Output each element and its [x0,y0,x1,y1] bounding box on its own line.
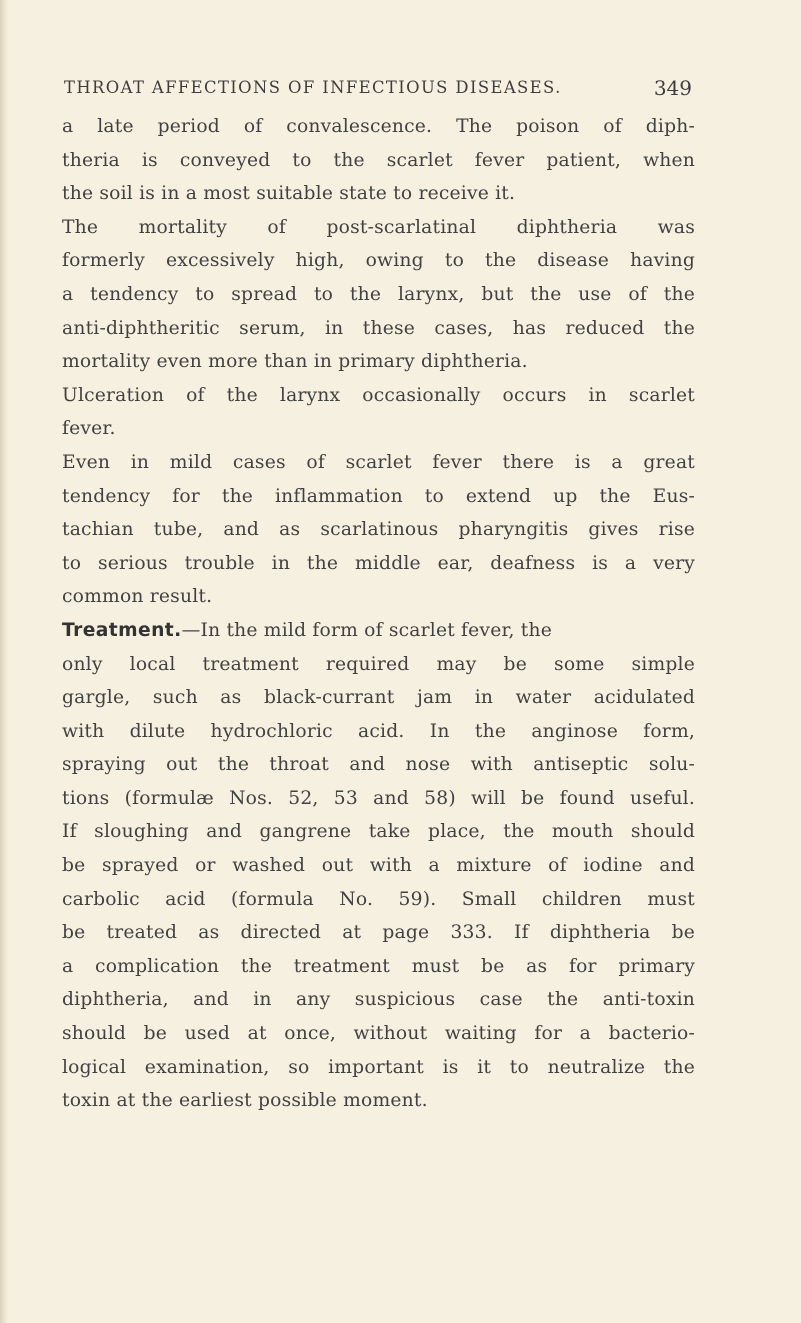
treatment-first-line [62,614,695,648]
text-line: tachian tube, and as scarlatinous pharyngitis gives rise [62,519,695,541]
text-line: formerly excessively high, owing to the disease having [62,250,695,272]
text-line: a tendency to spread to the larynx, but the use of the [62,283,695,305]
text-line: mortality even more than in primary diphtheria. [62,351,528,373]
text-line: toxin at the earliest possible moment. [62,1090,428,1112]
text-line: If sloughing and gangrene take place, the mouth should [62,821,695,843]
text-line: a complication the treatment must be as for primary [62,955,695,977]
text-line: tions (formulæ Nos. 52, 53 and 58) will be found useful. [62,787,695,809]
treatment-heading: Treatment. [62,619,182,641]
page-edge-shadow [0,0,8,1323]
text-line: to serious trouble in the middle ear, deafness is a very [62,552,695,574]
text-line: logical examination, so important is it to neutralize the [62,1056,695,1078]
text-line: anti-diphtheritic serum, in these cases, has reduced the [62,317,695,339]
treatment-first-line-text: —In the mild form of scarlet fever, the [181,619,553,641]
text-line: spraying out the throat and nose with antiseptic solu- [62,754,695,776]
running-head [0,68,692,108]
body-text [62,110,695,1118]
running-head-title: THROAT AFFECTIONS OF INFECTIOUS DISEASES. [64,78,562,97]
text-line: the soil is in a most suitable state to receive it. [62,183,516,205]
text-line: common result. [62,586,213,608]
text-line: a late period of convalescence. The poison of diph- [62,116,695,137]
text-line: theria is conveyed to the scarlet fever patient, when [62,149,695,171]
text-line: only local treatment required may be some simple [62,653,695,675]
text-line: Ulceration of the larynx occasionally occurs in scarlet [62,384,695,406]
text-line: with dilute hydrochloric acid. In the anginose form, [62,720,695,742]
text-line: The mortality of post-scarlatinal diphtheria was [62,216,695,238]
text-line: should be used at once, without waiting for a bacterio- [62,1023,695,1045]
text-line: tendency for the inflammation to extend up the Eus- [62,485,695,507]
text-line: diphtheria, and in any suspicious case the anti-toxin [62,989,695,1011]
text-line: be sprayed or washed out with a mixture of iodine and [62,855,695,877]
text-line: gargle, such as black-currant jam in water acidulated [62,687,695,709]
text-line: carbolic acid (formula No. 59). Small children must [62,888,695,910]
text-line: be treated as directed at page 333. If diphtheria be [62,922,695,944]
text-line: Even in mild cases of scarlet fever there is a great [62,451,695,473]
page-number: 349 [653,76,692,100]
text-line: fever. [62,418,116,440]
